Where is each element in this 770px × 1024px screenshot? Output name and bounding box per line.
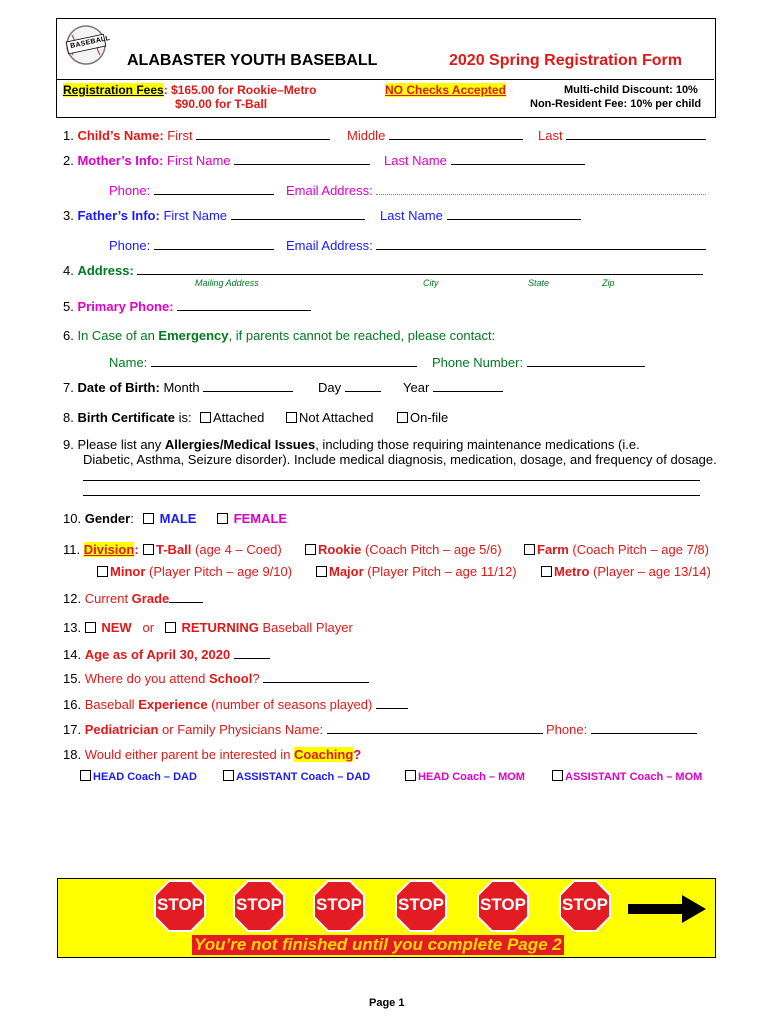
checkbox-new[interactable] <box>85 622 96 633</box>
q2-email <box>286 183 706 198</box>
q2-mother-info <box>63 153 370 168</box>
q10-gender: 10. Gender: <box>63 511 134 526</box>
checkbox-male[interactable] <box>143 513 154 524</box>
q1-label: Child’s Name: <box>77 128 164 143</box>
father-phone-field[interactable] <box>154 238 274 250</box>
q8-birth-certificate <box>63 410 192 425</box>
stop-sign-icon <box>559 880 611 932</box>
q15-school <box>63 671 369 686</box>
q5-label: Primary Phone: <box>77 299 174 314</box>
primary-phone-field[interactable] <box>177 299 311 311</box>
q9-medical <box>63 437 640 452</box>
division-rookie-option[interactable] <box>305 542 502 557</box>
q18-coaching <box>63 747 361 762</box>
no-checks-notice: NO Checks Accepted <box>385 83 506 97</box>
coach-assistant-mom-option[interactable] <box>552 770 702 783</box>
q6-number: 6. <box>63 328 74 343</box>
q7-dob <box>63 380 293 395</box>
q11-division: 11. Division: <box>63 542 139 557</box>
physician-phone-field[interactable] <box>591 722 697 734</box>
q7-number: 7. <box>63 380 74 395</box>
q17-bold: Pediatrician <box>84 722 159 737</box>
mother-email-field[interactable] <box>376 183 706 195</box>
q3-father-info <box>63 208 365 223</box>
dob-year-field[interactable] <box>433 380 503 392</box>
mother-phone-field[interactable] <box>154 183 274 195</box>
stop-sign-icon <box>395 880 447 932</box>
q18-number: 18. <box>63 747 82 762</box>
q15-number: 15. <box>63 671 82 686</box>
stop-sign-text: STOP <box>157 895 203 914</box>
q12-number: 12. <box>63 591 82 606</box>
page-number: Page 1 <box>369 997 405 1009</box>
q17-post: or Family Physicians Name: <box>158 722 324 737</box>
q1-child-name <box>63 128 330 143</box>
assistant-coach-mom-label: ASSISTANT Coach – MOM <box>565 771 703 783</box>
q5-number: 5. <box>63 299 74 314</box>
fee-line-2: $90.00 for T-Ball <box>175 97 268 111</box>
q6-phone <box>432 355 645 370</box>
gender-female-option[interactable] <box>217 511 287 526</box>
stop-sign-text: STOP <box>562 895 608 914</box>
q4-number: 4. <box>63 263 74 278</box>
q2-number: 2. <box>63 153 74 168</box>
checkbox-female[interactable] <box>217 513 228 524</box>
q16-post: (number of seasons played) <box>207 697 373 712</box>
child-last-name-field[interactable] <box>566 128 706 140</box>
q15-bold: School <box>209 671 253 686</box>
q3-email-label: Email Address: <box>286 238 373 253</box>
q13-new-returning <box>63 620 353 635</box>
q8-is: is: <box>178 410 192 425</box>
q3-last <box>380 208 581 223</box>
checkbox-major[interactable] <box>316 566 327 577</box>
checkbox-tball[interactable] <box>143 544 154 555</box>
q7-label: Date of Birth: <box>77 380 160 395</box>
q10-label: Gender <box>84 511 131 526</box>
q2-phone-label: Phone: <box>109 183 151 198</box>
q8-opt-not-attached[interactable] <box>286 410 373 425</box>
mother-last-name-field[interactable] <box>451 153 585 165</box>
stop-sign-icon <box>154 880 206 932</box>
female-label: FEMALE <box>233 511 288 526</box>
stop-sign-icon <box>477 880 529 932</box>
stop-sign-icon <box>313 880 365 932</box>
child-first-name-field[interactable] <box>196 128 330 140</box>
q1-middle-label: Middle <box>347 128 386 143</box>
head-coach-dad-label: HEAD Coach – DAD <box>93 771 197 783</box>
q6-bold: Emergency <box>158 328 229 343</box>
baseball-logo <box>64 23 111 67</box>
major-desc: (Player Pitch – age 11/12) <box>363 564 517 579</box>
q7-day-label: Day <box>318 380 342 395</box>
father-first-name-field[interactable] <box>231 208 365 220</box>
stop-message: You’re not finished until you complete Page 2 <box>194 935 562 954</box>
q6-pre: In Case of an <box>77 328 159 343</box>
right-arrow-icon <box>628 895 708 926</box>
division-major-option[interactable] <box>316 564 517 579</box>
q2-email-label: Email Address: <box>286 183 373 198</box>
tball-desc: (age 4 – Coed) <box>191 542 282 557</box>
q8-label: Birth Certificate <box>77 410 175 425</box>
physician-name-field[interactable] <box>327 722 543 734</box>
q7-year <box>403 380 503 395</box>
q17-physician <box>63 722 543 737</box>
q16-number: 16. <box>63 697 82 712</box>
returning-option[interactable] <box>165 620 259 635</box>
q9-bold: Allergies/Medical Issues <box>164 437 316 452</box>
q6-phone-label: Phone Number: <box>432 355 524 370</box>
child-middle-name-field[interactable] <box>389 128 523 140</box>
q1-number: 1. <box>63 128 74 143</box>
checkbox-on-file[interactable] <box>397 412 408 423</box>
stop-sign-text: STOP <box>316 895 362 914</box>
q16-experience <box>63 697 408 712</box>
stop-sign-text: STOP <box>480 895 526 914</box>
q3-number: 3. <box>63 208 74 223</box>
non-resident-fee: Non-Resident Fee: 10% per child <box>530 98 702 110</box>
medical-line-2[interactable] <box>83 495 700 496</box>
q8-number: 8. <box>63 410 74 425</box>
returning-label: RETURNING <box>181 620 259 635</box>
q17-phone <box>546 722 697 737</box>
division-tball-option[interactable] <box>143 542 282 557</box>
q8-opt3-label: On-file <box>410 410 449 425</box>
gender-male-option[interactable] <box>143 511 196 526</box>
checkbox-metro[interactable] <box>541 566 552 577</box>
q15-pre: Where do you attend <box>84 671 210 686</box>
major-label: Major <box>329 564 364 579</box>
q12-grade <box>63 591 203 606</box>
q9-post: , including those requiring maintenance medications (i.e. <box>315 437 640 452</box>
checkbox-farm[interactable] <box>524 544 535 555</box>
q8-opt-on-file[interactable] <box>397 410 448 425</box>
checkbox-returning[interactable] <box>165 622 176 633</box>
division-minor-option[interactable] <box>97 564 292 579</box>
fees-label: Registration Fees <box>63 83 164 97</box>
address-field[interactable] <box>137 263 703 275</box>
q9-pre: Please list any <box>77 437 165 452</box>
rookie-label: Rookie <box>318 542 362 557</box>
organization-title: ALABASTER YOUTH BASEBALL <box>127 52 378 69</box>
metro-desc: (Player – age 13/14) <box>589 564 711 579</box>
coach-head-dad-option[interactable] <box>80 770 197 783</box>
father-last-name-field[interactable] <box>447 208 581 220</box>
checkbox-attached[interactable] <box>200 412 211 423</box>
q14-label: Age as of April 30, 2020 <box>84 647 231 662</box>
q8-opt2-label: Not Attached <box>299 410 374 425</box>
q11-number: 11. <box>63 542 81 557</box>
q6-post: , if parents cannot be reached, please contact: <box>228 328 496 343</box>
assistant-coach-dad-label: ASSISTANT Coach – DAD <box>236 771 371 783</box>
checkbox-rookie[interactable] <box>305 544 316 555</box>
checkbox-minor[interactable] <box>97 566 108 577</box>
age-field[interactable] <box>234 647 270 659</box>
q6-name <box>109 355 417 370</box>
coach-head-mom-option[interactable] <box>405 770 525 783</box>
q18-pre: Would either parent be interested in <box>84 747 295 762</box>
checkbox-head-coach-dad[interactable] <box>80 770 91 781</box>
q3-phone <box>109 238 274 253</box>
q17-number: 17. <box>63 722 82 737</box>
q12-pre: Current <box>84 591 132 606</box>
fee-line-1: $165.00 for Rookie–Metro <box>171 83 317 97</box>
checkbox-not-attached[interactable] <box>286 412 297 423</box>
form-title: 2020 Spring Registration Form <box>449 52 682 69</box>
q2-phone <box>109 183 274 198</box>
tball-label: T-Ball <box>156 542 192 557</box>
q1-first-label: First <box>167 128 193 143</box>
q18-bold: Coaching <box>294 747 354 762</box>
address-sub-zip: Zip <box>602 278 615 288</box>
stop-sign-text: STOP <box>398 895 444 914</box>
q8-opt1-label: Attached <box>213 410 265 425</box>
q1-last <box>538 128 706 143</box>
q16-bold: Experience <box>138 697 208 712</box>
checkbox-head-coach-mom[interactable] <box>405 770 416 781</box>
q2-first-label: First Name <box>167 153 231 168</box>
q2-label: Mother’s Info: <box>77 153 164 168</box>
q8-opt-attached[interactable] <box>200 410 264 425</box>
q7-day <box>318 380 381 395</box>
division-farm-option[interactable] <box>524 542 709 557</box>
q7-month-label: Month <box>163 380 200 395</box>
minor-desc: (Player Pitch – age 9/10) <box>145 564 293 579</box>
q3-label: Father’s Info: <box>77 208 160 223</box>
rookie-desc: (Coach Pitch – age 5/6) <box>361 542 502 557</box>
address-sub-city: City <box>423 278 439 288</box>
q12-bold: Grade <box>131 591 170 606</box>
address-sub-mailing: Mailing Address <box>195 278 259 288</box>
q14-age <box>63 647 270 662</box>
father-email-field[interactable] <box>376 238 706 250</box>
q16-pre: Baseball <box>84 697 139 712</box>
logo-text: BASEBALL <box>69 34 111 51</box>
q3-last-label: Last Name <box>380 208 443 223</box>
q6-emergency <box>63 328 495 343</box>
q18-post: ? <box>353 747 362 762</box>
q15-post: ? <box>252 671 260 686</box>
q14-number: 14. <box>63 647 82 662</box>
farm-label: Farm <box>537 542 569 557</box>
header-divider <box>57 79 714 80</box>
q13-post: Baseball Player <box>262 620 353 635</box>
q6-name-label: Name: <box>109 355 148 370</box>
q13-or: or <box>142 620 155 635</box>
dob-day-field[interactable] <box>345 380 381 392</box>
emergency-name-field[interactable] <box>151 355 417 367</box>
checkbox-assistant-coach-mom[interactable] <box>552 770 563 781</box>
q3-phone-label: Phone: <box>109 238 151 253</box>
q3-email <box>286 238 706 253</box>
q11-label: Division <box>83 542 135 557</box>
coach-assistant-dad-option[interactable] <box>223 770 370 783</box>
medical-line-1[interactable] <box>83 480 700 481</box>
stop-sign-text: STOP <box>236 895 282 914</box>
q7-year-label: Year <box>403 380 430 395</box>
q3-first-label: First Name <box>163 208 227 223</box>
male-label: MALE <box>159 511 197 526</box>
new-label: NEW <box>101 620 132 635</box>
new-option[interactable] <box>85 620 132 635</box>
farm-desc: (Coach Pitch – age 7/8) <box>568 542 709 557</box>
q5-primary-phone <box>63 299 311 314</box>
checkbox-assistant-coach-dad[interactable] <box>223 770 234 781</box>
head-coach-mom-label: HEAD Coach – MOM <box>418 771 525 783</box>
stop-sign-icon <box>233 880 285 932</box>
dob-month-field[interactable] <box>203 380 293 392</box>
grade-field[interactable] <box>169 591 203 603</box>
metro-label: Metro <box>554 564 590 579</box>
q2-last <box>384 153 585 168</box>
q9-number: 9. <box>63 437 74 452</box>
address-sub-state: State <box>528 278 550 288</box>
multi-child-discount: Multi-child Discount: 10% <box>564 84 698 96</box>
q1-middle <box>347 128 523 143</box>
mother-first-name-field[interactable] <box>234 153 370 165</box>
q4-address <box>63 263 703 278</box>
experience-field[interactable] <box>376 697 408 709</box>
q2-last-label: Last Name <box>384 153 447 168</box>
school-field[interactable] <box>263 671 369 683</box>
minor-label: Minor <box>110 564 146 579</box>
q9-line2: Diabetic, Asthma, Seizure disorder). Include medical diagnosis, medication, dosage, and frequency of dosage. <box>83 452 717 467</box>
q17-phone-label: Phone: <box>546 722 588 737</box>
emergency-phone-field[interactable] <box>527 355 645 367</box>
q10-number: 10. <box>63 511 82 526</box>
registration-fees: Registration Fees: $165.00 for Rookie–Metro <box>63 83 317 97</box>
q4-label: Address: <box>77 263 134 278</box>
q13-number: 13. <box>63 620 82 635</box>
q1-last-label: Last <box>538 128 563 143</box>
division-metro-option[interactable] <box>541 564 711 579</box>
